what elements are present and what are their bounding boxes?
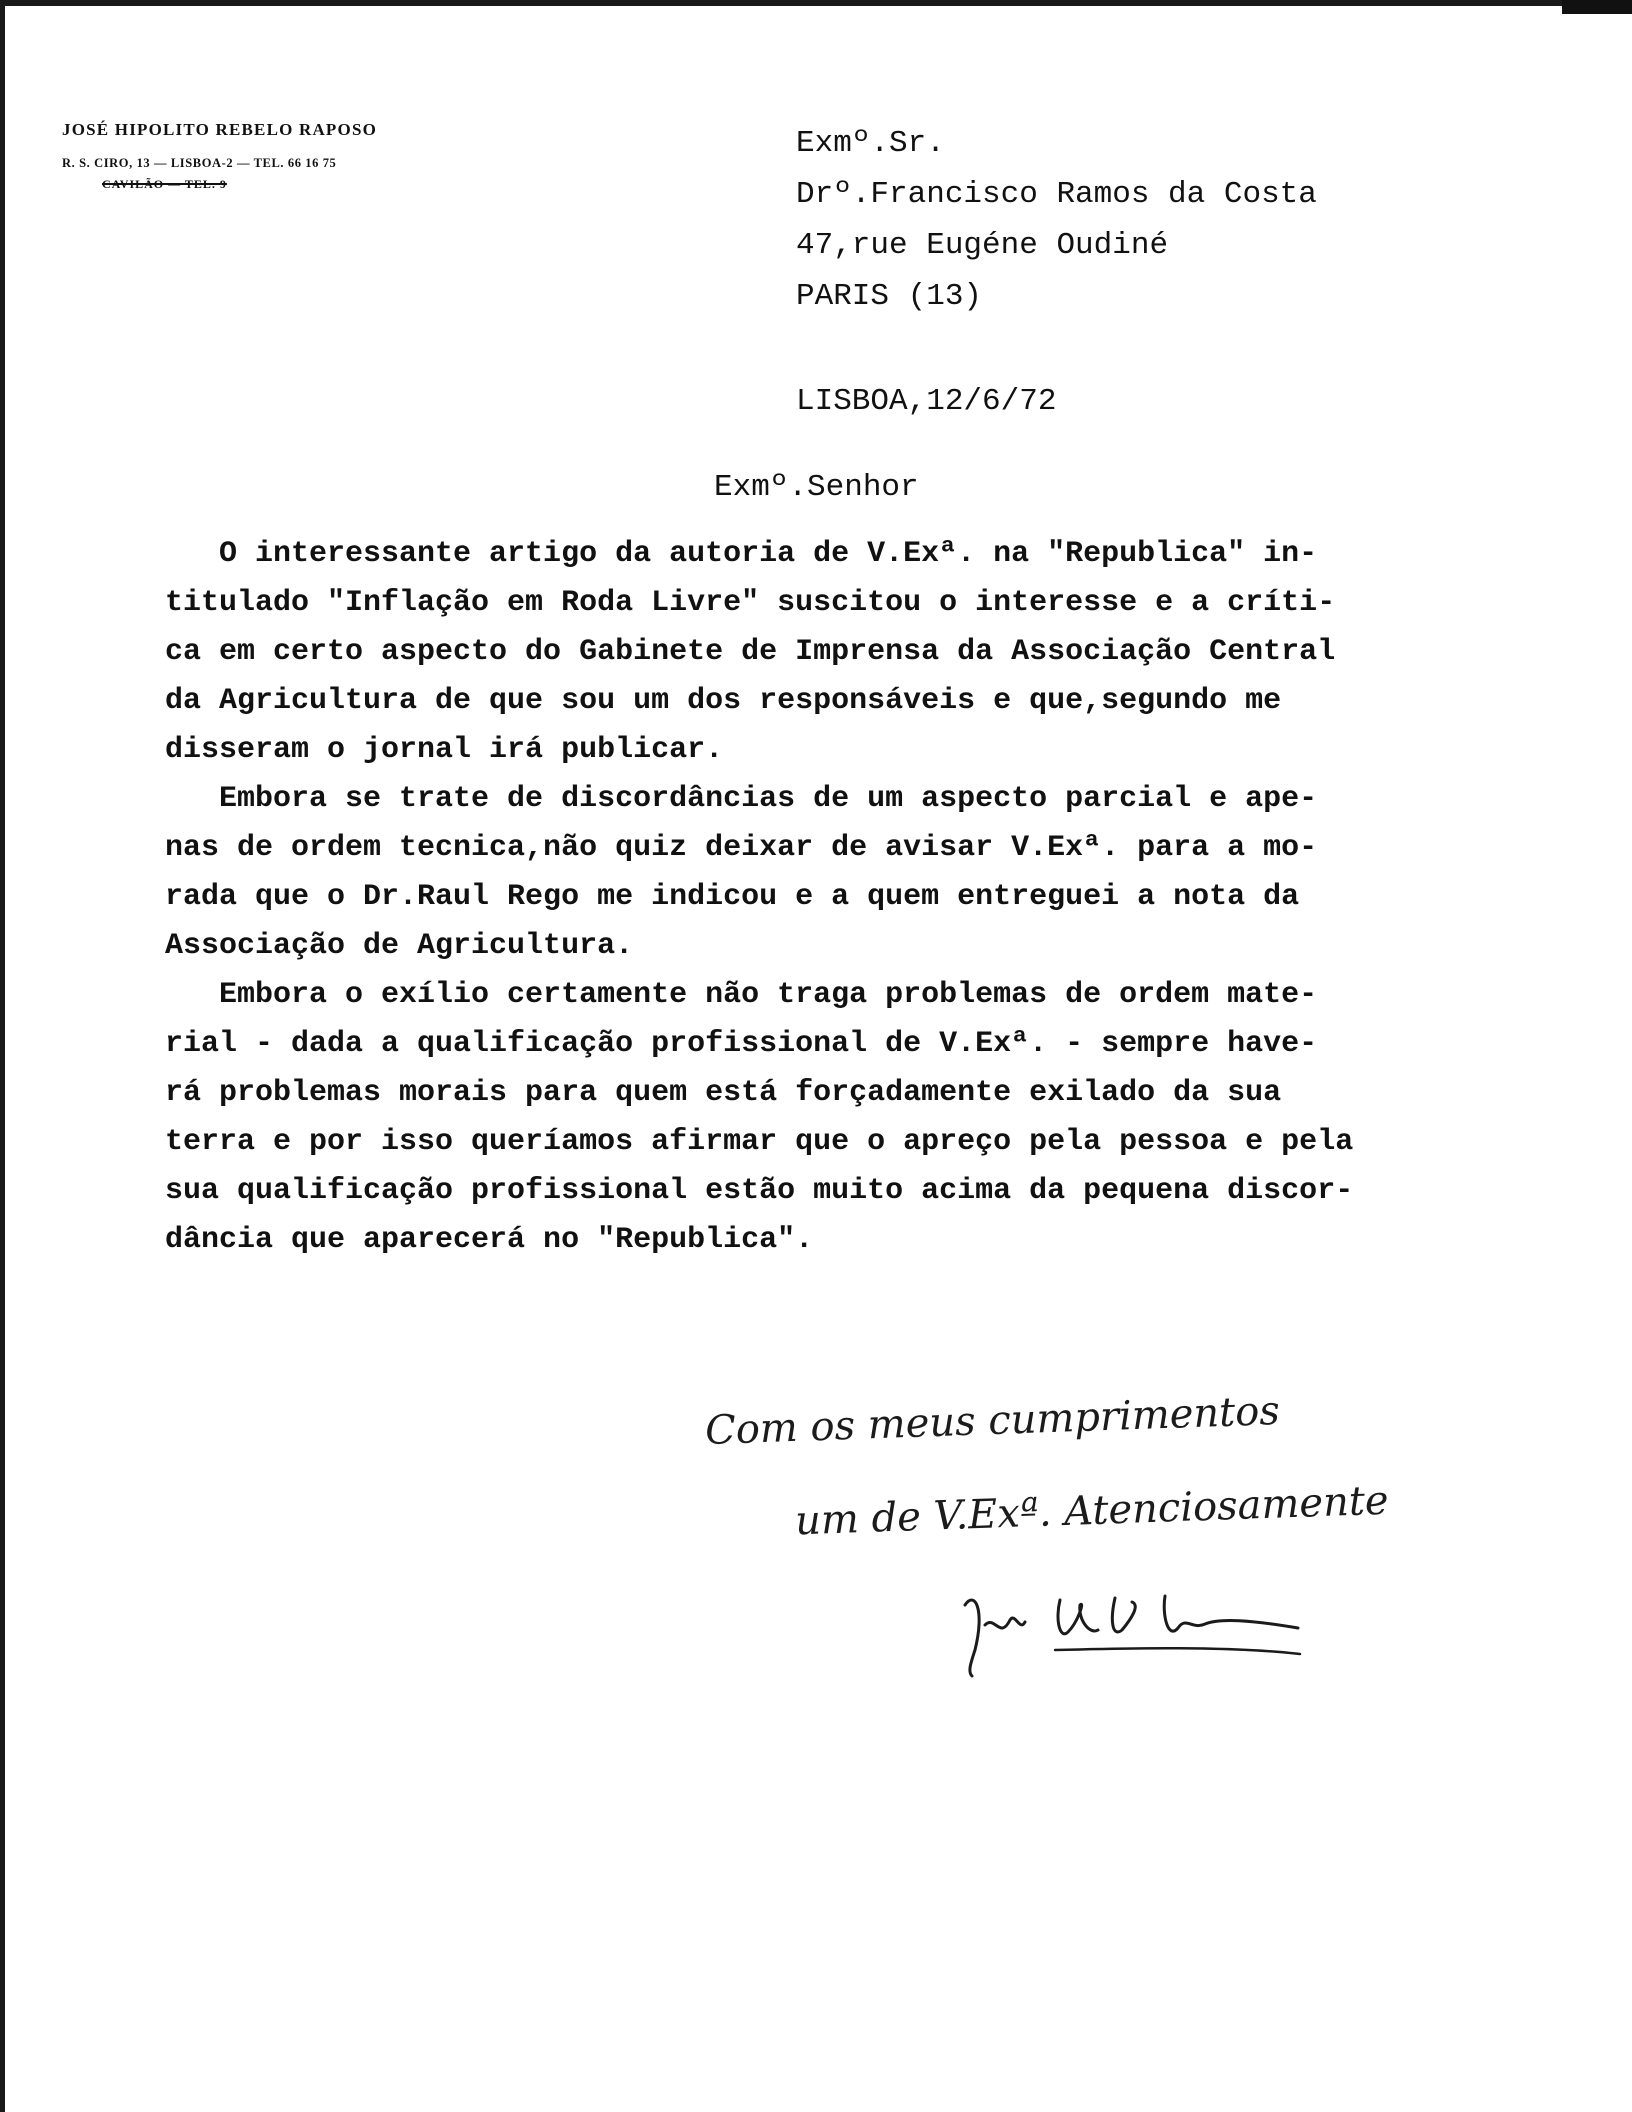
page-border-left [0,0,5,2112]
body-line: rial - dada a qualificação profissional de V.Exª. - sempre have- [165,1027,1318,1061]
letterhead [62,120,377,192]
corner-mark [1562,0,1632,14]
letterhead-name: JOSÉ HIPOLITO REBELO RAPOSO [62,120,378,139]
body-line: rada que o Dr.Raul Rego me indicou e a quem entreguei a nota da [165,880,1300,914]
letterhead-address: R. S. CIRO, 13 — LISBOA-2 — TEL. 66 16 75 [62,156,337,170]
letter-body [165,530,1515,1265]
recipient-line: 47,rue Eugéne Oudiné [796,228,1169,263]
salutation: Exmº.Senhor [714,470,919,505]
body-line: ca em certo aspecto do Gabinete de Imprensa da Associação Central [165,635,1336,669]
letterhead-struck-line: CAVILÃO — TEL. 9 [102,177,227,191]
body-line: Embora se trate de discordâncias de um aspecto parcial e ape- [165,782,1318,816]
recipient-block [796,118,1317,322]
letter-date: LISBOA,12/6/72 [796,384,1057,419]
body-line: Associação de Agricultura. [165,929,634,963]
handwritten-closing-line-1: Com os meus cumprimentos [704,1387,1281,1455]
recipient-line: PARIS (13) [796,279,983,314]
recipient-line: Drº.Francisco Ramos da Costa [796,177,1317,212]
page-border-top [0,0,1632,6]
recipient-line: Exmº.Sr. [796,126,945,161]
handwritten-closing-line-2: um de V.Exª. Atenciosamente [794,1477,1390,1545]
body-line: titulado "Inflação em Roda Livre" suscitou o interesse e a críti- [165,586,1336,620]
body-line: sua qualificação profissional estão muito acima da pequena discor- [165,1174,1354,1208]
body-line: terra e por isso queríamos afirmar que o apreço pela pessoa e pela [165,1125,1354,1159]
body-line: nas de ordem tecnica,não quiz deixar de avisar V.Exª. para a mo- [165,831,1318,865]
body-line: rá problemas morais para quem está forçadamente exilado da sua [165,1076,1282,1110]
body-line: da Agricultura de que sou um dos responsáveis e que,segundo me [165,684,1282,718]
body-line: Embora o exílio certamente não traga problemas de ordem mate- [165,978,1318,1012]
body-line: O interessante artigo da autoria de V.Exª. na "Republica" in- [165,537,1318,571]
body-line: dância que aparecerá no "Republica". [165,1223,814,1257]
body-line: disseram o jornal irá publicar. [165,733,724,767]
